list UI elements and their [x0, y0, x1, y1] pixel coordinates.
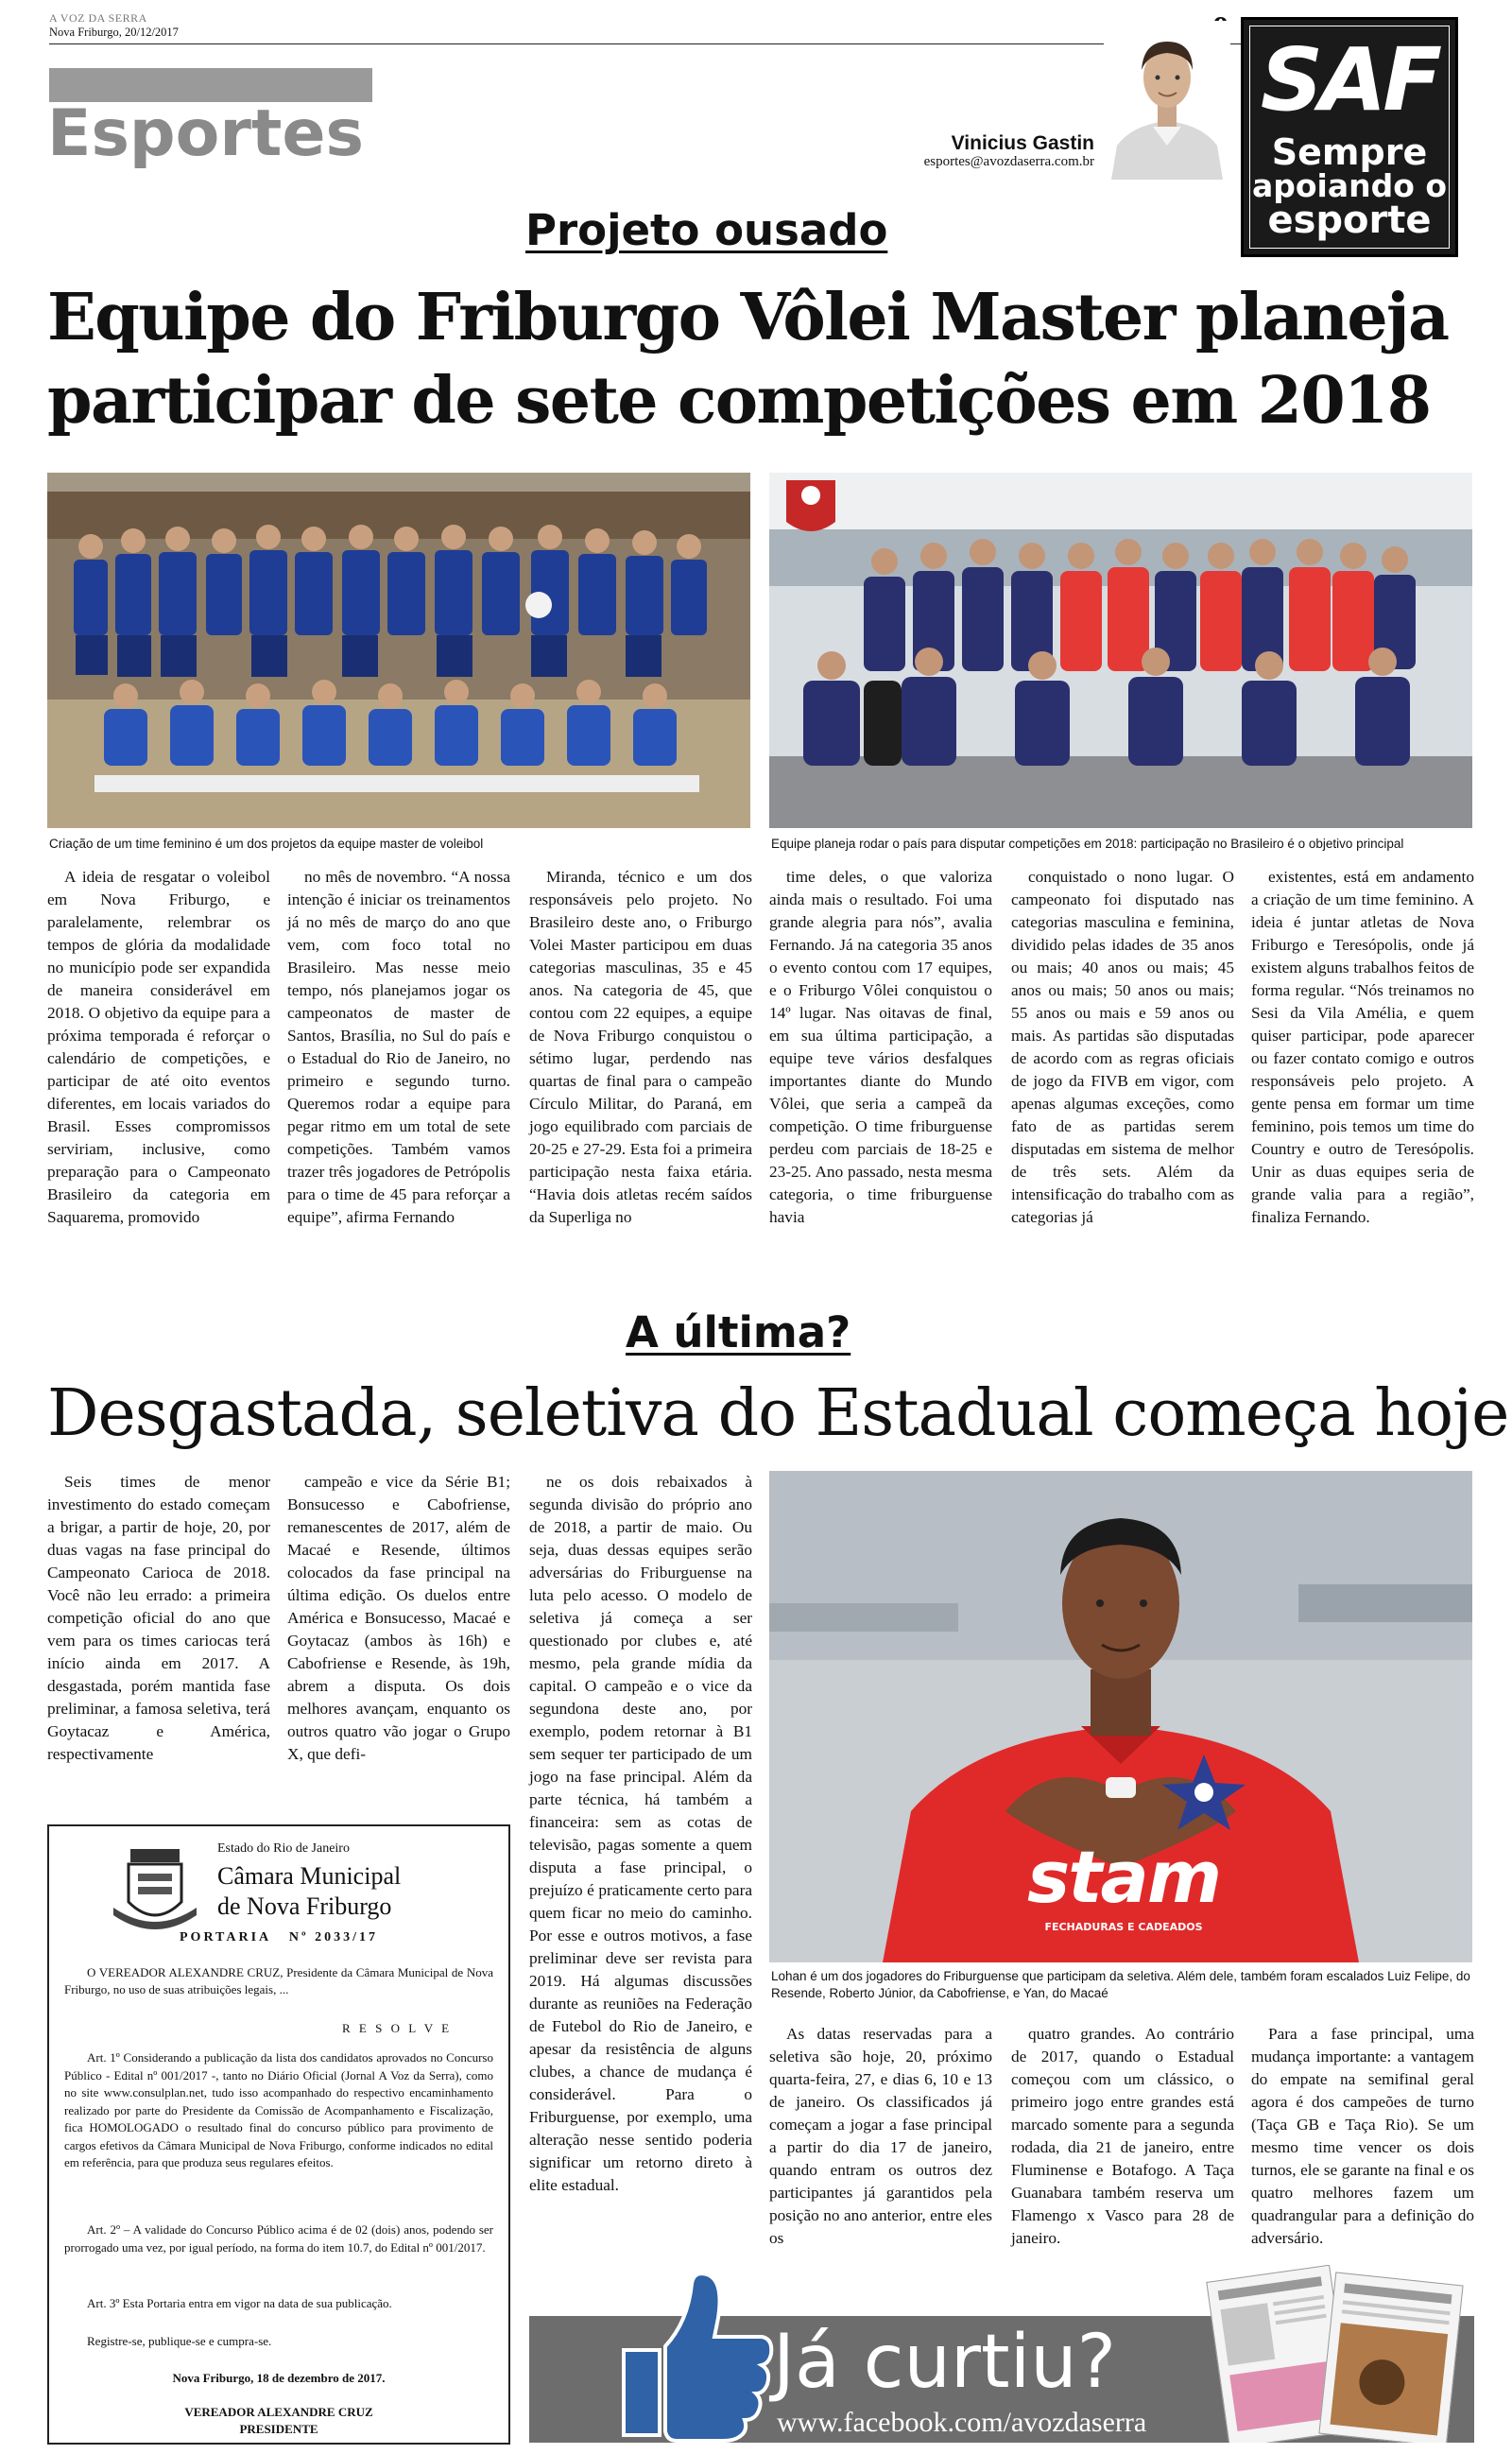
section-title: Esportes [47, 96, 364, 171]
article2-column-1: Seis times de menor investimento do estado começam a brigar, a partir de hoje, 20, por duas vagas na fase principal do Campeonato Carioca de 2018. Você não leu errado: a primeira competição oficial do ano que vem para os times cariocas terá início ainda em 2017. A desgastada, porém mantida fase preliminar, a famosa seletiva, terá Goytacaz e América, respectivamente [47, 1473, 270, 1763]
saf-line-1: Sempre [1271, 131, 1428, 173]
player-photo-caption: Lohan é um dos jogadores do Friburguense que participam da seletiva. Além dele, também foram escalados Luiz Felipe, do Resende, Roberto Júnior, da Cabofriense, e Yan, do Macaé [771, 1969, 1470, 2000]
notice-portaria: PORTARIA Nº 2033/17 [180, 1930, 378, 1944]
paper-name: A VOZ DA SERRA [49, 11, 147, 25]
notice-signer: VEREADOR ALEXANDRE CRUZ [184, 2405, 373, 2419]
womens-team-caption: Criação de um time feminino é um dos projetos da equipe master de voleibol [49, 837, 484, 851]
article1-headline-line2: participar de sete competições em 2018 [47, 363, 1431, 439]
mens-team-photo [769, 473, 1472, 828]
player-photo [769, 1471, 1472, 1962]
article2-headline: Desgastada, seletiva do Estadual começa hoje [47, 1376, 1509, 1451]
columnist-name: Vinicius Gastin [951, 132, 1094, 154]
columnist-email: esportes@avozdaserra.com.br [923, 154, 1094, 169]
article1-headline-line1: Equipe do Friburgo Vôlei Master planeja [47, 280, 1449, 355]
article2-column-2: campeão e vice da Série B1; Bonsucesso e Cabofriense, remanescentes de 2017, além de Macaé e Resende, últimos colocados da fase principal na última edição. Os duelos entre América e Bonsucesso, Macaé e Goytacaz (ambos às 16h) e Cabofriense e Resende, às 19h, abrem a disputa. Os dois melhores avançam, enquanto os outros quatro vão jogar o Grupo X, que defi- [287, 1473, 510, 1763]
newspaper-thumbnail-front [1318, 2272, 1463, 2443]
notice-chamber-l2: de Nova Friburgo [217, 1892, 392, 1920]
article1-column-3: Miranda, técnico e um dos responsáveis pelo projeto. No Brasileiro deste ano, o Friburgo Volei Master participou em duas categorias masculinas, 35 e 45 anos. Na categoria de 45, que contou com 22 equipes, a equipe de Nova Friburgo conquistou o sétimo lugar, perdendo nas quartas de final para o campeão Círculo Militar, do Paraná, em jogo equilibrado com parciais de 20-25 e 27-29. Esta foi a primeira participação nesta faixa etária. “Havia dois atletas recém saídos da Superliga no [529, 868, 752, 1226]
facebook-ad-title: Já curtiu? [773, 2320, 1117, 2405]
notice-art2: Art. 2º – A validade do Concurso Público acima é de 02 (dois) anos, podendo ser prorrogado uma vez, por igual período, na forma do item 10.7, do Edital nº 001/2017. [64, 2222, 493, 2255]
legal-notice [47, 1824, 510, 2445]
top-rule [49, 43, 1243, 44]
saf-line-2: apoiando o [1251, 167, 1448, 204]
article1-column-1: A ideia de resgatar o voleibol em Nova Friburgo, e paralelamente, relembrar os tempos de glória da modalidade no município pode ser expandida de maneira considerável em 2018. O objetivo da equipe para a próxima temporada é reforçar o calendário de competições, e participar de até oito eventos diferentes, em locais variados do Brasil. Esses compromissos serviriam, inclusive, como preparação para o Campeonato Brasileiro da categoria em Saquarema, promovido [47, 868, 270, 1226]
article1-column-6: existentes, está em andamento a criação de um time feminino. A ideia é juntar atletas de Nova Friburgo e Teresópolis, onde já existem alguns trabalhos feitos de forma regular. “Nós treinamos no Sesi da Vila Amélia, e quem quiser participar, pode aparecer ou fazer contato comigo e outros responsáveis pelo projeto. A gente pensa em formar um time feminino, pois temos um time do Country e outro de Teresópolis. Unir as duas equipes seria de grande valia para a região”, finaliza Fernando. [1251, 868, 1474, 1226]
date-line: Nova Friburgo, 20/12/2017 [49, 26, 179, 39]
city-coat-of-arms [110, 1845, 200, 1936]
notice-place-date: Nova Friburgo, 18 de dezembro de 2017. [172, 2371, 386, 2385]
article2-column-4: As datas reservadas para a seletiva são hoje, 20, próximo quarta-feira, 27, e dias 6, 10 e 13 de janeiro. Os classificados já começam a jogar a fase principal a partir do dia 17 de janeiro, quando entram os outros dez participantes já garantidos pela posição no ano anterior, entre eles os [769, 2025, 992, 2247]
article1-column-4: time deles, o que valoriza ainda mais o resultado. Foi uma grande alegria para nós”, avalia Fernando. Já na categoria 35 anos o evento contou com 17 equipes, e o Friburgo Vôlei conquistou o 14º lugar. Nas oitavas de final, em sua última participação, a equipe teve vários desfalques importantes diante do Mundo Vôlei, que seria a campeã da competição. O time friburguense perdeu com parciais de 18-25 e 23-25. Ano passado, nesta mesma categoria, o time friburguense havia [769, 868, 992, 1226]
notice-art1: Art. 1º Considerando a publicação da lista dos candidatos aprovados no Concurso Público - Edital nº 001/2017 -, tanto no Diário Oficial (Jornal A Voz da Serra), como no site www.consulplan.net, tudo isso acompanhado do respectivo encaminhamento realizado por parte do Presidente da Comissão de Acompanhamento e Fiscalização, fica HOMOLOGADO o resultado final do concurso público para provimento de cargos efetivos da Câmara Municipal de Nova Friburgo, conforme indicados no edital em referência, para que produza seus regulares efeitos. [64, 2050, 493, 2169]
saf-line-3: esporte [1267, 199, 1432, 242]
facebook-ad-url[interactable]: www.facebook.com/avozdaserra [777, 2407, 1147, 2438]
notice-state: Estado do Rio de Janeiro [217, 1841, 350, 1856]
facebook-ad[interactable] [529, 2265, 1474, 2443]
article2-kicker: A última? [626, 1307, 851, 1357]
jersey-sponsor-sub: FECHADURAS E CADEADOS [1044, 1921, 1203, 1933]
columnist-photo [1104, 21, 1230, 180]
jersey-sponsor: stam [1026, 1835, 1221, 1919]
article1-column-2: no mês de novembro. “A nossa intenção é iniciar os treinamentos já no mês de março do ano que vem, com foco total no Brasileiro. Mas nesse meio tempo, nós planejamos jogar os campeonatos de master de Santos, Brasília, no Sul do país e o Estadual do Rio de Janeiro, no primeiro e segundo turno. Queremos rodar a equipe para pegar ritmo em um total de sete competições. Também vamos trazer três jogadores de Petrópolis para o time de 45 para reforçar a equipe”, afirma Fernando [287, 868, 510, 1226]
mens-team-caption: Equipe planeja rodar o país para disputar competições em 2018: participação no Brasileiro é o objetivo principal [771, 837, 1404, 851]
notice-chamber-l1: Câmara Municipal [217, 1862, 402, 1890]
saf-ad [1241, 17, 1458, 257]
notice-intro: O VEREADOR ALEXANDRE CRUZ, Presidente da Câmara Municipal de Nova Friburgo, no uso de suas atribuições legais, ... [64, 1965, 493, 1996]
article2-column-6: Para a fase principal, uma mudança importante: a vantagem do empate na semifinal geral agora é dos campeões de turno (Taça GB e Taça Rio). Se um mesmo time vencer os dois turnos, ele se garante na final e os quatro melhores fazem um quadrangular para a definição do adversário. [1251, 2025, 1474, 2247]
saf-brand: SAF [1260, 29, 1439, 130]
thumbs-up-icon [586, 2265, 775, 2443]
notice-art3: Art. 3º Esta Portaria entra em vigor na data de sua publicação. [87, 2296, 392, 2310]
article1-kicker: Projeto ousado [525, 205, 888, 255]
womens-team-photo [47, 473, 750, 828]
notice-resolve: R E S O L V E [342, 2021, 453, 2035]
article1-column-5: conquistado o nono lugar. O campeonato foi disputado nas categorias masculina e feminina, dividido pelas idades de 35 anos ou mais; 40 anos ou mais; 45 anos ou mais; 50 anos ou mais; 55 anos ou mais e 59 anos ou mais. As partidas são disputadas de acordo com as regras oficiais de jogo da FIVB em vigor, com apenas algumas exceções, como fato de as partidas serem disputadas em sistema de melhor de três sets. Além da intensificação do trabalho com as categorias já [1011, 868, 1234, 1226]
article2-column-3: ne os dois rebaixados à segunda divisão do próprio ano de 2018, a partir de maio. Ou seja, duas dessas equipes serão adversárias do Friburguense na luta pelo acesso. O modelo de seletiva já começa a ser questionado por clubes e, até mesmo, pela grande mídia da capital. O campeão e o vice da segundona deste ano, por exemplo, podem retornar à B1 sem sequer ter participado de um jogo na fase principal. Além da parte técnica, há também a financeira: sem as cotas de televisão, pagas somente a quem disputa a fase principal, o prejuízo é praticamente certo para quem ficar no meio do caminho. Por esse e outros motivos, a fase preliminar deve ser revista para 2019. Há algumas discussões durante as reuniões na Federação de Futebol do Rio de Janeiro, e apesar da resistência de alguns clubes, a chance de mudança é considerável. Para o Friburguense, por exemplo, uma alteração nesse sentido poderia significar um retorno direto à elite estadual. [529, 1473, 752, 2194]
notice-register: Registre-se, publique-se e cumpra-se. [87, 2334, 272, 2348]
notice-signer-role: PRESIDENTE [239, 2422, 318, 2436]
article2-column-5: quatro grandes. Ao contrário de 2017, quando o Estadual começou com um clássico, o primeiro jogo entre grandes está marcado somente para a segunda rodada, dia 21 de janeiro, entre Fluminense e Botafogo. A Taça Guanabara também reserva um Flamengo x Vasco para 28 de janeiro. [1011, 2025, 1234, 2247]
